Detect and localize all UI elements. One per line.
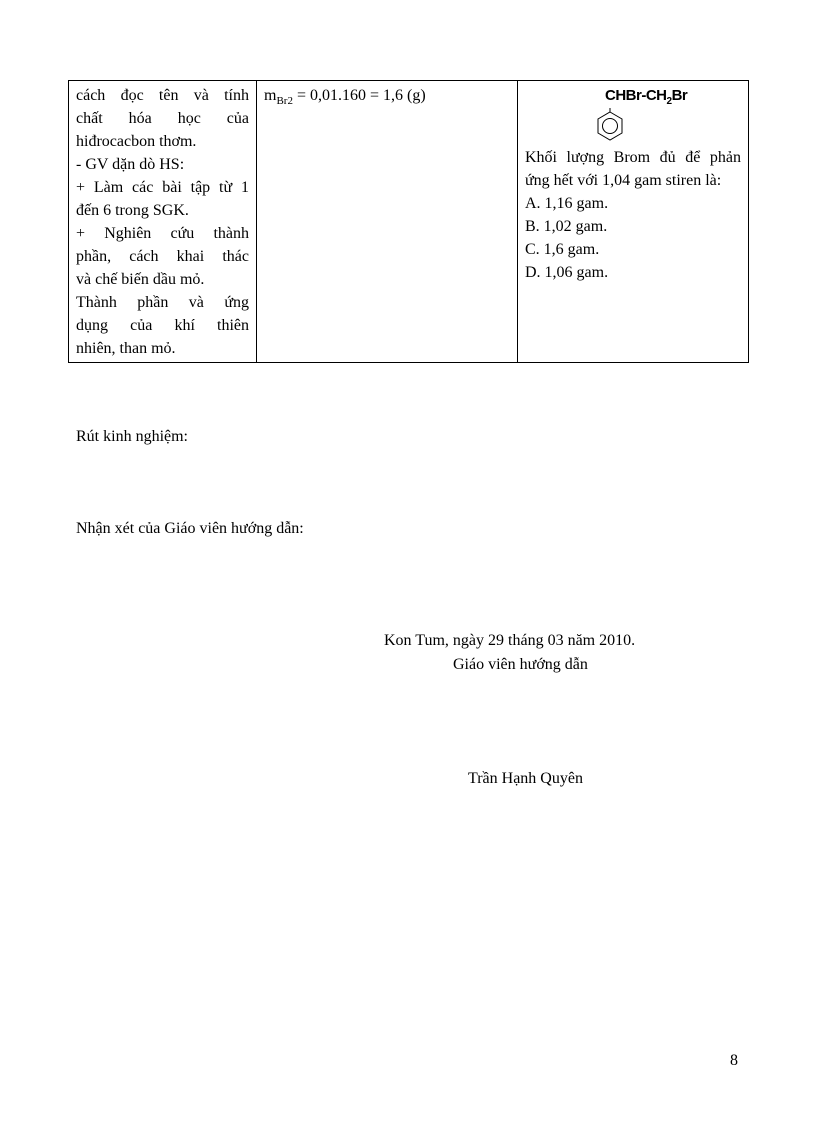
- lesson-table: [68, 80, 749, 363]
- table-line: chất hóa học của: [76, 110, 249, 127]
- table-line: dụng của khí thiên: [76, 317, 249, 334]
- mass-symbol: m: [264, 87, 277, 104]
- signer-role: Giáo viên hướng dẫn: [453, 656, 588, 673]
- table-line: đến 6 trong SGK.: [76, 202, 189, 219]
- option-d: D. 1,06 gam.: [525, 264, 609, 281]
- formula-part: Br: [671, 87, 688, 104]
- option-a: A. 1,16 gam.: [525, 195, 609, 212]
- lessons-learned-heading: Rút kinh nghiệm:: [76, 428, 188, 445]
- content-cell: [518, 81, 749, 363]
- benzene-ring-icon: [595, 108, 625, 142]
- supervisor-comment-heading: Nhận xét của Giáo viên hướng dẫn:: [76, 520, 304, 537]
- option-b: B. 1,02 gam.: [525, 218, 608, 235]
- styrene-dibromide-structure: [525, 84, 741, 146]
- page-number: 8: [730, 1052, 738, 1069]
- bromine-mass-formula: [264, 87, 426, 108]
- student-activity-cell: [257, 81, 518, 363]
- formula-part: CHBr-CH: [605, 87, 667, 104]
- table-line: + Làm các bài tập từ 1: [76, 179, 249, 196]
- teacher-activity-cell: [69, 81, 257, 363]
- table-line: - GV dặn dò HS:: [76, 156, 185, 173]
- table-line: và chế biến dầu mỏ.: [76, 271, 205, 288]
- table-line: + Nghiên cứu thành: [76, 225, 249, 242]
- option-c: C. 1,6 gam.: [525, 241, 600, 258]
- question-text: Khối lượng Brom đủ để phản ứng hết với 1,04 gam stiren là:: [525, 149, 741, 189]
- table-line: cách đọc tên và tính: [76, 87, 249, 104]
- table-line: Thành phần và ứng: [76, 294, 249, 311]
- signer-name: Trần Hạnh Quyên: [468, 770, 583, 787]
- table-row: [69, 81, 749, 363]
- mass-calculation: = 0,01.160 = 1,6 (g): [292, 87, 426, 104]
- table-line: nhiên, than mỏ.: [76, 340, 176, 357]
- table-line: hiđrocacbon thơm.: [76, 133, 197, 150]
- formula-subscript: 2: [666, 96, 672, 107]
- mass-subscript: Br2: [276, 95, 293, 108]
- table-line: phần, cách khai thác: [76, 248, 249, 265]
- date-line: Kon Tum, ngày 29 tháng 03 năm 2010.: [384, 632, 636, 649]
